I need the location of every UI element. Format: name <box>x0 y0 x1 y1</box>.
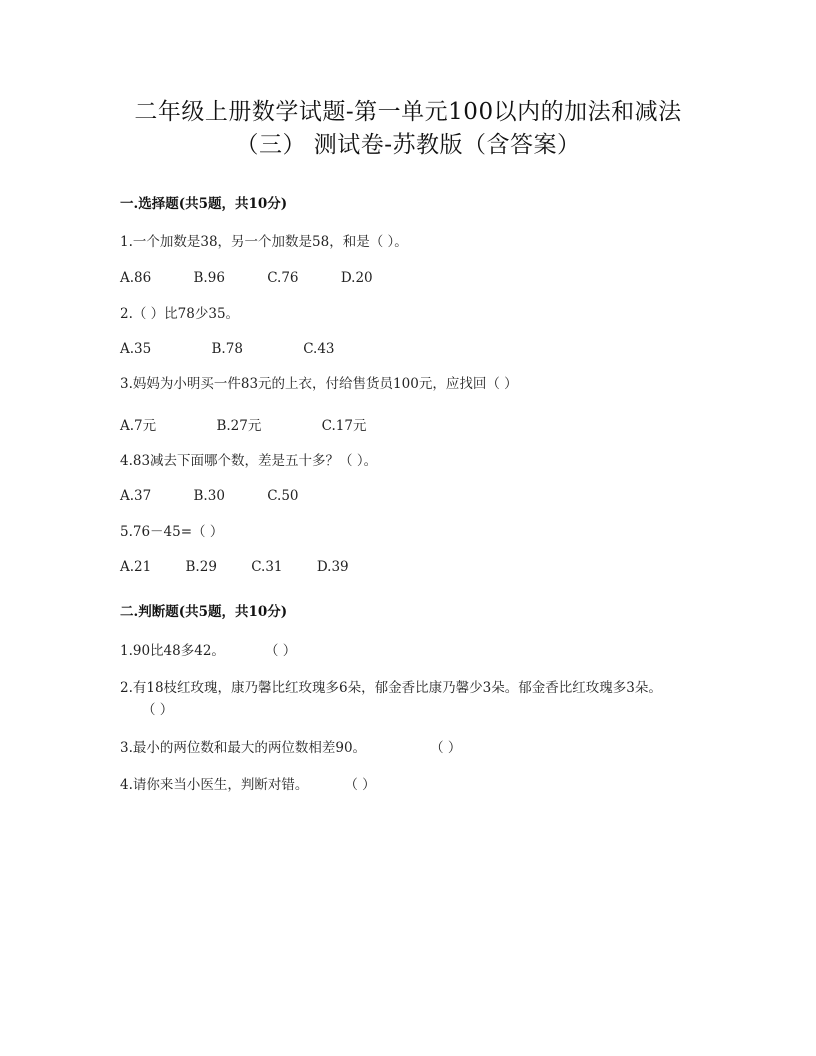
section-heading-true-false: 二.判断题(共5题，共10分) <box>120 604 288 620</box>
option-b: B.30 <box>193 488 225 504</box>
option-c: C.50 <box>267 488 299 504</box>
option-b: B.29 <box>185 559 217 575</box>
question-text: 4.请你来当小医生，判断对错。 <box>120 777 309 793</box>
options-row <box>120 488 337 504</box>
options-row <box>120 341 391 357</box>
question-text: 5.76－45=（ ） <box>120 524 224 540</box>
option-d: D.39 <box>316 559 349 575</box>
option-a: A.37 <box>120 488 152 504</box>
question-text: 1.一个加数是38，另一个加数是58，和是（ ）。 <box>120 234 408 250</box>
option-b: B.27元 <box>216 418 262 434</box>
option-a: A.35 <box>120 341 152 357</box>
question-text: 3.妈妈为小明买一件83元的上衣，付给售货员100元，应找回（ ） <box>120 376 518 392</box>
option-b: B.78 <box>211 341 243 357</box>
option-a: A.86 <box>120 270 152 286</box>
option-c: C.76 <box>267 270 299 286</box>
options-row <box>120 414 422 434</box>
document-title-line2: （三） 测试卷-苏教版（含答案） <box>235 132 581 158</box>
option-c: C.43 <box>303 341 335 357</box>
judgment-question <box>120 737 461 759</box>
question-text: 2.（ ）比78少35。 <box>120 306 240 322</box>
option-a: A.7元 <box>120 418 157 434</box>
answer-parentheses: （ ） <box>142 702 174 718</box>
option-d: D.20 <box>340 270 373 286</box>
judgment-question <box>120 774 376 796</box>
judgment-question <box>120 640 296 662</box>
option-c: C.31 <box>251 559 283 575</box>
option-c: C.17元 <box>321 418 367 434</box>
option-b: B.96 <box>193 270 225 286</box>
judgment-question <box>120 677 700 721</box>
document-title-line1: 二年级上册数学试题-第一单元100以内的加法和减法 <box>134 99 682 125</box>
question-text: 3.最小的两位数和最大的两位数相差90。 <box>120 740 367 756</box>
section-heading-multiple-choice: 一.选择题(共5题，共10分) <box>120 196 288 212</box>
answer-parentheses: （ ） <box>344 777 376 793</box>
answer-parentheses: （ ） <box>430 740 462 756</box>
question-text: 1.90比48多42。 <box>120 643 225 659</box>
option-a: A.21 <box>120 559 152 575</box>
question-text: 4.83减去下面哪个数，差是五十多？（ ）。 <box>120 453 378 469</box>
question-text: 2.有18枝红玫瑰，康乃馨比红玫瑰多6朵，郁金香比康乃馨少3朵。郁金香比红玫瑰多3朵。 <box>120 680 662 696</box>
options-row <box>120 270 411 286</box>
options-row <box>120 559 387 575</box>
answer-parentheses: （ ） <box>264 643 297 659</box>
